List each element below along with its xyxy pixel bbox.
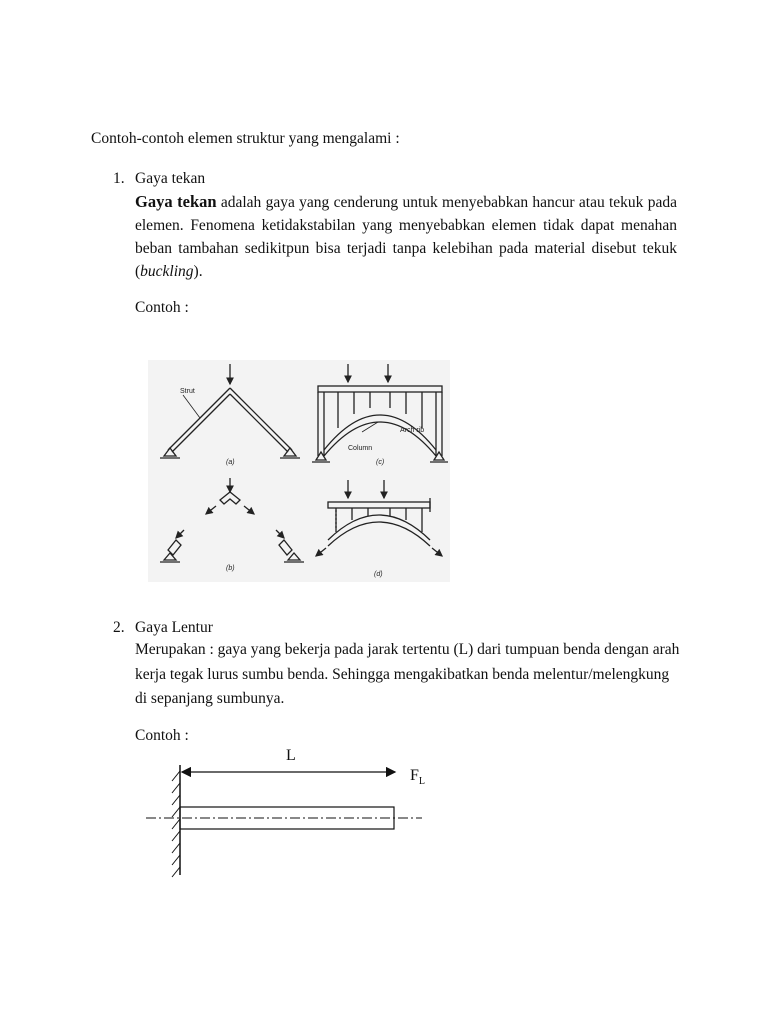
item-2-number: 2.: [113, 619, 125, 636]
buckling-figure: [148, 360, 450, 582]
diagram-b: [160, 478, 304, 562]
item-2-example-label: Contoh :: [135, 727, 189, 744]
item-1-example-label: Contoh :: [135, 299, 189, 316]
label-b: (b): [226, 565, 235, 572]
force-label: [410, 767, 425, 787]
label-c: (c): [376, 459, 385, 466]
column-label: Column: [348, 445, 373, 452]
item-2-title: Gaya Lentur: [135, 619, 213, 636]
item-1-bold-lead: Gaya tekan: [135, 192, 217, 211]
cantilever-diagram: [140, 745, 440, 885]
arch-rib-label: Arch rib: [400, 427, 425, 434]
item-1-body-a: adalah gaya yang cenderung untuk menyebabkan hancur atau tekuk pada elemen. Fenomena ketidakstabilan yang menyebabkan elemen tidak dapat menahan beban tambahan sedikitpun bisa terjadi tanpa kelebihan pada material disebut tekuk (: [135, 194, 677, 280]
item-1-italic-term: buckling: [140, 263, 194, 280]
item-1-body-b: ).: [193, 263, 203, 280]
diagram-a: [160, 364, 300, 458]
item-2-paragraph: Merupakan : gaya yang bekerja pada jarak tertentu (L) dari tumpuan benda dengan arah kerja tegak lurus sumbu benda. Sehingga mengakibatkan benda melentur/melengkung di sepanjang sumbunya.: [135, 641, 680, 707]
label-d: (d): [374, 571, 383, 578]
label-a: (a): [226, 459, 235, 466]
diagram-c: [312, 364, 448, 462]
diagram-d: [316, 480, 442, 556]
length-label: L: [286, 747, 296, 764]
wall-hatching: [172, 771, 180, 877]
force-label-sub: L: [418, 776, 426, 788]
intro-text: Contoh-contoh elemen struktur yang mengalami :: [91, 130, 400, 147]
strut-label: Strut: [180, 388, 195, 395]
item-1-number: 1.: [113, 170, 125, 187]
item-1-title: Gaya tekan: [135, 170, 206, 187]
force-label-main: F: [410, 767, 419, 784]
item-1-paragraph: [135, 190, 677, 283]
